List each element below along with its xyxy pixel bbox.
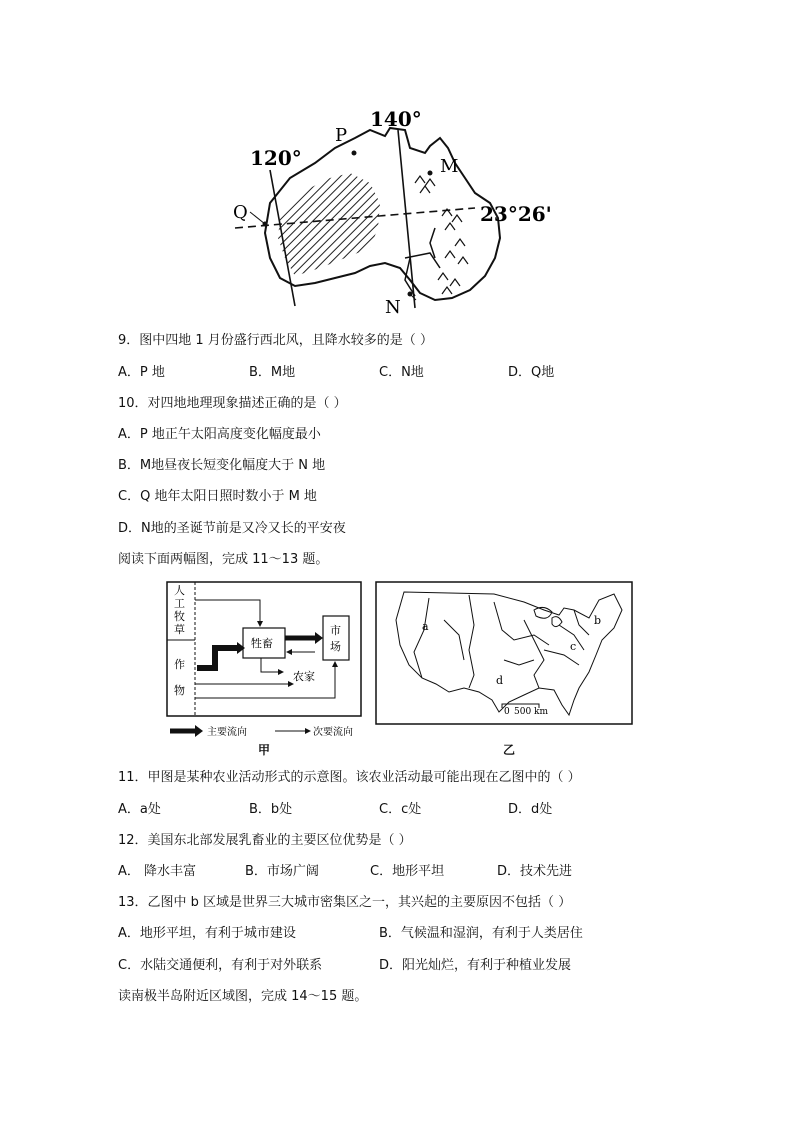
q12-option-d[interactable]: D．技术先进 <box>497 864 573 879</box>
q12-option-b[interactable]: B．市场广阔 <box>245 864 319 879</box>
figure-jia <box>165 580 365 720</box>
q9-option-a[interactable]: A．P 地 <box>118 365 165 380</box>
label-q: Q <box>233 202 248 223</box>
q13-option-b[interactable]: B．气候温和湿润，有利于人类居住 <box>379 926 583 941</box>
q9-option-b[interactable]: B．M地 <box>249 365 296 380</box>
q13-option-a[interactable]: A．地形平坦，有利于城市建设 <box>118 926 296 941</box>
q12-stem: 12．美国东北部发展乳畜业的主要区位优势是（ ） <box>118 833 412 848</box>
legend-minor-flow: 次要流向 <box>313 727 353 738</box>
australia-map <box>230 108 560 318</box>
svg-text:作: 作 <box>174 658 185 671</box>
mountain-symbols <box>415 176 468 294</box>
caption-jia: 甲 <box>258 743 271 757</box>
region-b: b <box>594 614 602 627</box>
farmer-label: 农家 <box>293 670 315 683</box>
q12-option-a[interactable]: A． 降水丰富 <box>118 864 197 879</box>
q10-option-c[interactable]: C．Q 地年太阳日照时数小于 M 地 <box>118 489 317 504</box>
caption-yi: 乙 <box>503 743 516 757</box>
scale-label: 500 km <box>514 707 549 717</box>
q10-option-d[interactable]: D．N地的圣诞节前是又冷又长的平安夜 <box>118 521 346 536</box>
desert-hatch <box>278 173 380 276</box>
q11-option-b[interactable]: B．b处 <box>249 802 293 817</box>
q11-option-c[interactable]: C．c处 <box>379 802 422 817</box>
label-m: M <box>440 156 459 177</box>
q13-option-c[interactable]: C．水陆交通便利，有利于对外联系 <box>118 958 323 973</box>
label-140: 140° <box>370 108 422 131</box>
intro-11-13: 阅读下面两幅图，完成 11～13 题。 <box>118 552 329 567</box>
q13-option-d[interactable]: D．阳光灿烂，有利于种植业发展 <box>379 958 572 973</box>
q11-stem: 11．甲图是某种农业活动形式的示意图。该农业活动最可能出现在乙图中的（ ） <box>118 770 581 785</box>
intro-14-15: 读南极半岛附近区域图，完成 14～15 题。 <box>118 989 368 1004</box>
label-tropic: 23°26' <box>480 202 552 226</box>
svg-text:工: 工 <box>174 597 185 610</box>
svg-text:人: 人 <box>174 584 185 597</box>
scale-zero: 0 <box>504 707 510 717</box>
region-a: a <box>422 620 429 633</box>
legend-main-flow: 主要流向 <box>207 727 247 738</box>
q10-stem: 10．对四地地理现象描述正确的是（ ） <box>118 396 347 411</box>
q10-option-a[interactable]: A．P 地正午太阳高度变化幅度最小 <box>118 427 321 442</box>
livestock-label: 牲畜 <box>251 637 273 650</box>
q10-option-b[interactable]: B．M地昼夜长短变化幅度大于 N 地 <box>118 458 326 473</box>
q9-stem: 9．图中四地 1 月份盛行西北风，且降水较多的是（ ） <box>118 333 433 348</box>
svg-text:草: 草 <box>174 623 185 636</box>
q11-option-d[interactable]: D．d处 <box>508 802 553 817</box>
label-p: P <box>335 125 348 146</box>
label-120: 120° <box>250 146 302 170</box>
jia-legend <box>165 722 395 742</box>
region-d: d <box>496 674 504 687</box>
market-label-2: 场 <box>330 640 341 653</box>
q11-option-a[interactable]: A．a处 <box>118 802 161 817</box>
q9-option-d[interactable]: D．Q地 <box>508 365 555 380</box>
market-label-1: 市 <box>330 624 341 637</box>
market-box <box>323 616 349 660</box>
figure-yi <box>374 580 634 726</box>
q9-option-c[interactable]: C．N地 <box>379 365 424 380</box>
region-c: c <box>570 640 577 653</box>
svg-text:牧: 牧 <box>174 610 185 623</box>
q12-option-c[interactable]: C．地形平坦 <box>370 864 445 879</box>
label-n: N <box>385 297 401 318</box>
svg-text:物: 物 <box>174 684 185 697</box>
q13-stem: 13．乙图中 b 区域是世界三大城市密集区之一，其兴起的主要原因不包括（ ） <box>118 895 572 910</box>
